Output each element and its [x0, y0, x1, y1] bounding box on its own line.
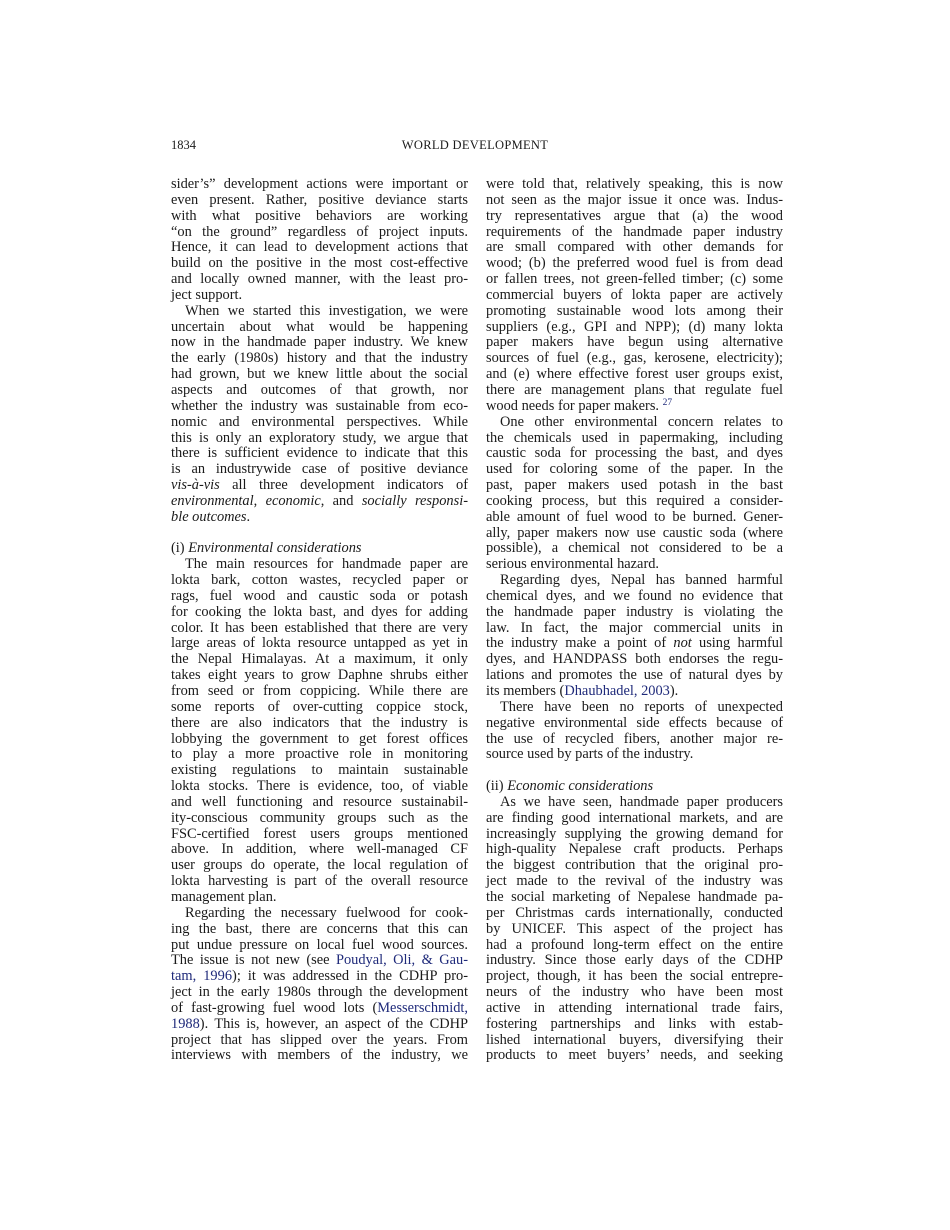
text-line: user groups do operate, the local regulation of: [171, 857, 468, 874]
text-line: the social marketing of Nepalese handmade pa-: [486, 888, 783, 905]
text-line: per Christmas cards internationally, conducted: [486, 904, 783, 921]
text-line: and (e) where effective forest user groups exist,: [486, 366, 783, 383]
text-line: “on the ground” regardless of project inputs.: [171, 223, 468, 240]
text-line: from seed or from coppicing. While there are: [171, 683, 468, 699]
paragraph: [171, 177, 468, 304]
text-line: now in the handmade paper industry. We knew: [171, 334, 468, 351]
text-line: neurs of the industry who have been most: [486, 984, 783, 1001]
italic-term: socially responsi-: [361, 492, 468, 509]
section-heading-economic: (ii) Economic considerations: [486, 778, 654, 795]
italic-term: not: [673, 635, 692, 652]
italic-term: environmental: [171, 492, 254, 509]
text-line: above. In addition, where well-managed CF: [171, 841, 468, 858]
running-head: WORLD DEVELOPMENT: [401, 138, 549, 152]
text-line: cooking process, but this required a consider-: [486, 492, 783, 509]
left-column: [171, 177, 468, 1064]
text-line: lobbying the government to get forest offices: [171, 730, 468, 747]
text-line: are small compared with other demands for: [486, 239, 783, 256]
text-line: negative environmental side effects because of: [486, 714, 783, 731]
text-line: is an industrywide case of positive deviance: [171, 461, 468, 478]
text-line: sources of fuel (e.g., gas, kerosene, electricity);: [486, 350, 783, 367]
text-line: the biggest contribution that the original pro-: [486, 857, 783, 874]
text-line: used for coloring some of the paper. In the: [486, 461, 783, 478]
text-line: the early (1980s) history and that the industry: [171, 350, 468, 367]
text-line: source used by parts of the industry.: [486, 746, 694, 763]
italic-term: ble outcomes: [171, 508, 247, 525]
text-line: there are also indicators that the industry is: [171, 714, 468, 731]
paragraph: [486, 415, 783, 573]
text-line: serious environmental hazard.: [486, 556, 660, 573]
paragraph: [171, 557, 468, 906]
text-line: Hence, it can lead to development actions that: [171, 239, 468, 256]
text-line: management plan.: [171, 888, 277, 905]
italic-term: vis-à-vis: [171, 477, 220, 494]
text-line: promoting sustainable wood lots among their: [486, 302, 783, 319]
text-line: with what positive behaviors are working: [171, 207, 468, 224]
text-line: rags, fuel wood and caustic soda or potash: [171, 587, 468, 604]
text-line: lokta stocks. There is evidence, too, of viable: [171, 778, 468, 795]
text-line: active in attending international trade fairs,: [486, 999, 783, 1016]
text-line: are finding good international markets, and are: [486, 809, 783, 826]
text-line: even present. Rather, positive deviance starts: [171, 191, 468, 208]
text-line: try representatives argue that (a) the wood: [486, 207, 783, 224]
text-line: There have been no reports of unexpected: [500, 698, 783, 715]
citation-link[interactable]: Messerschmidt,: [377, 999, 468, 1016]
text-line: possible), a chemical not considered to be a: [486, 540, 783, 557]
text-line: build on the positive in the most cost-effective: [171, 255, 468, 272]
text-line: ject support.: [171, 286, 243, 303]
text-line: caustic soda for processing the bast, and dyes: [486, 445, 783, 462]
citation-link[interactable]: 1988: [171, 1015, 200, 1032]
text-line: not seen as the major issue it once was. Indus-: [486, 191, 783, 208]
text-line: had grown, but we knew little about the social: [171, 366, 468, 383]
text-line: and locally owned manner, with the least pro-: [171, 271, 468, 288]
text-line: aspects and outcomes of that growth, nor: [171, 381, 468, 398]
paragraph: Regarding dyes, Nepal has banned harmful chemical dyes, and we found no evidence that the handmade paper industry is violating the law. In fact, the major commercial units in the industry make a point of not using harmful dyes, and HANDPASS both endorses the regu- lations and promotes the use of natural dyes by its members (Dhaubhadel, 2003).: [486, 572, 784, 699]
text-line: existing regulations to maintain sustainable: [171, 762, 468, 779]
italic-term: economic: [265, 492, 321, 509]
text-line: the use of recycled fibers, another major re-: [486, 730, 783, 747]
text-line: suppliers (e.g., GPI and NPP); (d) many lokta: [486, 318, 783, 335]
text-line: past, paper makers used potash in the bast: [486, 477, 783, 494]
footnote-link[interactable]: 27: [662, 397, 673, 408]
text-line: increasingly supplying the growing demand for: [486, 825, 783, 842]
paragraph: When we started this investigation, we were uncertain about what would be happening now in the handmade paper industry. We knew the early (1980s) history and that the industry had grown, but we knew little about the social aspects and outcomes of that growth, nor whether the industry was sustainable from eco- nomic and environmental perspectives. While this is only an exploratory study, we argue that there is sufficient evidence to indicate that this is an industrywide case of positive deviance vis-à-vis all three development indicators of environmental, economic, and socially responsi- ble outcomes.: [171, 302, 468, 525]
text-line: the Nepal Himalayas. At a maximum, it only: [171, 651, 468, 668]
paragraph: Regarding the necessary fuelwood for cook- ing the bast, there are concerns that this can put undue pressure on local fuel wood sources. The issue is not new (see Poudyal, Oli, & Gau- tam, 1996); it was addressed in the CDHP pro- ject in the early 1980s through the development of fast-growing fuel wood lots (Messerschmidt, 1988). This is, however, an aspect of the CDHP project that has slipped over the years. From interviews with members of the industry, we: [171, 904, 468, 1064]
text-line: this is only an exploratory study, we argue that: [171, 429, 468, 446]
right-column: [486, 177, 783, 1064]
text-line: products to meet buyers’ needs, and seeking: [486, 1047, 783, 1064]
text-line: The main resources for handmade paper are: [185, 556, 468, 573]
citation-link[interactable]: Poudyal, Oli, & Gau-: [335, 952, 468, 969]
text-line: color. It has been established that there are very: [171, 619, 468, 636]
text-line: ject made to the revival of the industry was: [486, 873, 783, 890]
text-line: able amount of fuel wood to be burned. Gener-: [486, 508, 783, 525]
text-line: for cooking the lokta bast, and dyes for adding: [171, 603, 468, 620]
text-line: industry. Since those early days of the CDHP: [486, 952, 783, 969]
text-line: One other environmental concern relates to: [500, 413, 783, 430]
text-line: project, though, it has been the social entrepre-: [486, 968, 783, 985]
text-line: there is sufficient evidence to indicate that this: [171, 445, 468, 462]
text-line: ally, paper makers now use caustic soda (where: [486, 524, 783, 541]
citation-link[interactable]: tam, 1996: [171, 968, 233, 985]
text-line: were told that, relatively speaking, this is now: [486, 176, 783, 192]
text-line: lished international buyers, diversifying their: [486, 1031, 783, 1048]
paragraph: [486, 700, 783, 763]
text-line: FSC-certified forest users groups mentioned: [171, 825, 468, 842]
text-line: whether the industry was sustainable from eco-: [171, 397, 468, 414]
text-line: by UNICEF. This aspect of the project has: [486, 920, 783, 937]
section-heading-environmental: (i) Environmental considerations: [171, 540, 362, 557]
text-line: some reports of over-cutting coppice stock,: [171, 698, 468, 715]
text-line: When we started this investigation, we were: [185, 302, 468, 319]
text-line: lokta harvesting is part of the overall resource: [171, 873, 468, 890]
text-line: and well functioning and resource sustainabil-: [171, 793, 468, 810]
text-line: had a profound long-term effect on the entire: [486, 936, 783, 953]
text-line: takes eight years to grow Daphne shrubs either: [171, 667, 468, 684]
text-line: requirements of the handmade paper industry: [486, 223, 783, 240]
text-line: ity-conscious community groups such as the: [171, 809, 468, 826]
text-line: wood; (b) the preferred wood fuel is from dead: [486, 255, 783, 272]
text-line: sider’s” development actions were important or: [171, 176, 468, 192]
text-line: nomic and environmental perspectives. While: [171, 413, 468, 430]
text-line: or fallen trees, not green-felled timber; (c) some: [486, 271, 783, 288]
page-number: 1834: [171, 138, 196, 152]
text-line: high-quality Nepalese craft products. Perhaps: [486, 841, 783, 858]
text-line: fostering partnerships and links with estab-: [486, 1015, 783, 1032]
text-line: to play a more proactive role in monitoring: [171, 746, 468, 763]
text-line: large areas of lokta resource untapped as yet in: [171, 635, 468, 652]
text-line: paper makers have begun using alternative: [486, 334, 783, 351]
paragraph: [486, 795, 783, 1064]
text-line: uncertain about what would be happening: [171, 318, 468, 335]
citation-link[interactable]: Dhaubhadel, 2003: [564, 683, 670, 699]
text-line: the chemicals used in papermaking, including: [486, 429, 783, 446]
text-line: As we have seen, handmade paper producers: [500, 793, 783, 810]
text-line: lokta bark, cotton wastes, recycled paper or: [171, 572, 468, 589]
text-line: commercial buyers of lokta paper are actively: [486, 286, 783, 303]
text-line: there are management plans that regulate fuel: [486, 381, 783, 398]
paragraph: were told that, relatively speaking, this is now not seen as the major issue it once was. Indus- try representatives argue that (a) the wood requirements of the handmade paper industry are small compared with other demands for wood; (b) the preferred wood fuel is from dead or fallen trees, not green-felled timber; (c) some commercial buyers of lokta paper are actively promoting sustainable wood lots among their suppliers (e.g., GPI and NPP); (d) many lokta paper makers have begun using alternative sources of fuel (e.g., gas, kerosene, electricity); and (e) where effective forest user groups exist, there are management plans that regulate fuel wood needs for paper makers. $^{27}$: [486, 176, 783, 414]
